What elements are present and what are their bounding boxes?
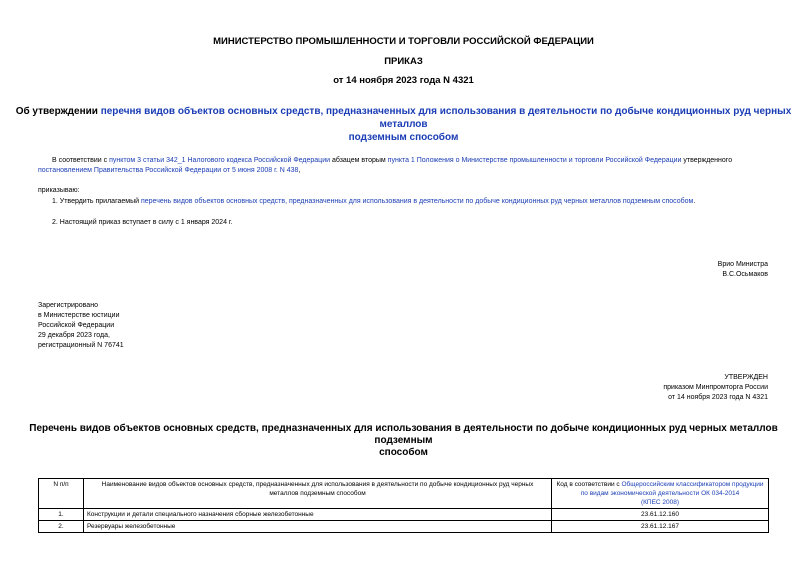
approved-line-1: УТВЕРЖДЕН [724,374,768,381]
row-name: Резервуары железобетонные [84,521,552,533]
row-name: Конструкции и детали специального назначения сборные железобетонные [84,509,552,521]
title-link-continued[interactable]: подземным способом [348,132,459,143]
row-num: 2. [39,521,84,533]
table-row [39,509,769,521]
approved-line-3: от 14 ноября 2023 года N 4321 [668,394,768,401]
header-name [84,479,552,509]
preamble-text-2: абзацем вторым [330,157,388,164]
doc-date-number: от 14 ноября 2023 года N 4321 [333,75,474,86]
row-code: 23.61.12.160 [552,509,769,521]
header-name-line-1: Наименование видов объектов основных средств, предназначенных для использования в деятельности по добыче кондиционных руд черных [101,481,534,488]
header-code [552,479,769,509]
order-item-1 [52,197,695,207]
table-row [39,521,769,533]
list-title-line-1: Перечень видов объектов основных средств, предназначенных для использования в деятельности по добыче кондиционных руд черных металлов подземным [29,423,778,446]
preamble-link-tax-code[interactable]: пунктом 3 статьи 342_1 Налогового кодекса Российской Федерации [109,157,331,164]
order-item-1-prefix: 1. Утвердить прилагаемый [52,198,141,205]
table-header-row [39,479,769,509]
registration-line-4: 29 декабря 2023 года, [38,332,110,339]
registration-line-1: Зарегистрировано [38,302,98,309]
title-link[interactable]: перечня видов объектов основных средств, предназначенных для использования в деятельности по добыче кондиционных руд черных металлов [100,106,792,130]
document-title [0,105,807,144]
header-code-link-2[interactable]: по видам экономической деятельности ОК 034-2014 [580,490,740,497]
list-title [0,423,807,459]
header-name-line-2: металлов подземным способом [269,490,366,497]
registration-line-5: регистрационный N 76741 [38,342,124,349]
preamble [38,156,773,176]
order-item-1-link[interactable]: перечень видов объектов основных средств, предназначенных для использования в деятельности по добыче кондиционных руд черных металлов подземным способом [140,198,694,205]
registration-line-2: в Министерстве юстиции [38,312,120,319]
preamble-link-resolution[interactable]: постановлением Правительства Российской Федерации от 5 июня 2008 г. N 438 [38,167,299,174]
row-num: 1. [39,509,84,521]
list-title-line-2: способом [379,447,428,458]
signature-position: Врио Министра [717,261,768,268]
order-command: приказываю: [38,187,80,194]
row-code: 23.61.12.167 [552,521,769,533]
objects-table [38,478,769,533]
header-code-link-3[interactable]: (КПЕС 2008) [640,499,680,506]
registration-line-3: Российской Федерации [38,322,115,329]
preamble-text-4: , [298,167,301,174]
header-code-link[interactable]: Общероссийским классификатором продукции [621,481,764,488]
registration-block [38,301,124,351]
preamble-text-3: утвержденного [681,157,733,164]
approved-block [663,373,768,403]
approved-line-2: приказом Минпромторга России [663,384,768,391]
title-prefix: Об утверждении [15,106,101,117]
header-num: N п/п [39,479,84,509]
preamble-link-regulation[interactable]: пункта 1 Положения о Министерстве промышленности и торговли Российской Федерации [387,157,682,164]
order-item-2: 2. Настоящий приказ вступает в силу с 1 января 2024 г. [52,219,233,226]
preamble-text-1: В соответствии с [52,157,110,164]
ministry-heading: МИНИСТЕРСТВО ПРОМЫШЛЕННОСТИ И ТОРГОВЛИ РОССИЙСКОЙ ФЕДЕРАЦИИ [213,36,594,47]
doc-type: ПРИКАЗ [384,56,423,67]
signature-name: В.С.Осьмаков [722,271,768,278]
header-code-prefix: Код в соответствии с [556,481,622,488]
order-item-1-suffix: . [693,198,696,205]
